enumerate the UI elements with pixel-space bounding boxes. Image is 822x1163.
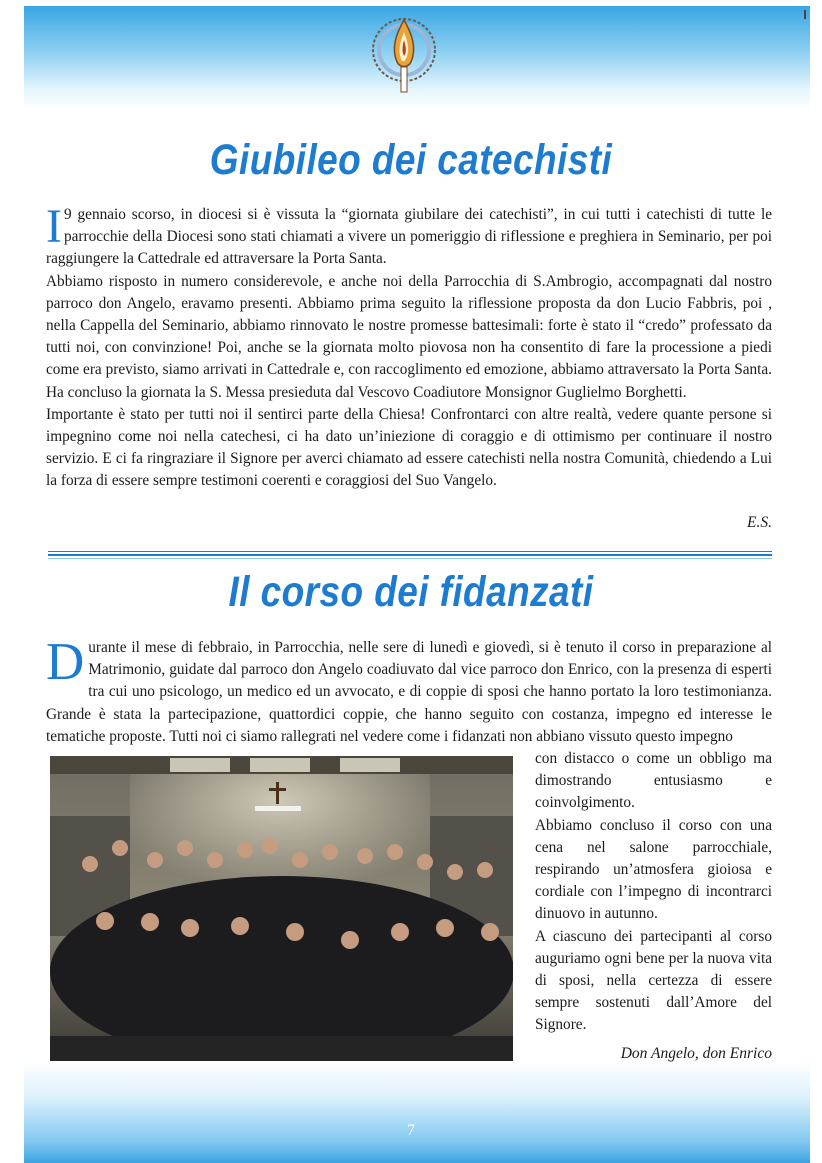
article1-paragraph-3: Importante è stato per tutti noi il sentirci parte della Chiesa! Confrontarci con altre realtà, vedere quante persone si impegnino come noi nella catechesi, ci ha dato un’iniezione di coraggio e di ottimismo per continuare il nostro servizio. E ci fa ringraziare il Signore per averci chiamato ad essere catechisti nella nostra Comunità, chiedendo a Lui la forza di essere sempre testimoni coerenti e coraggiosi del Suo Vangelo. xyxy=(46,405,772,490)
article2-body-side xyxy=(535,748,772,1037)
divider-line xyxy=(48,551,772,552)
page-edge-mark xyxy=(804,10,806,19)
page-number: 7 xyxy=(407,1122,415,1139)
article1-dropcap: I xyxy=(46,200,62,253)
divider-line xyxy=(48,558,772,559)
divider-line xyxy=(48,554,772,556)
article2-paragraph-2: Abbiamo concluso il corso con una cena nel salone parrocchiale, respirando un’atmosfera gioiosa e cordiale con l’impegno di incontrarci dinuovo in autunno. xyxy=(535,816,772,923)
article1-paragraph-2: Abbiamo risposto in numero considerevole, e anche noi della Parrocchia di S.Ambrogio, accompagnati dal nostro parroco don Angelo, eravamo presenti. Abbiamo prima seguito la riflessione proposta da don Lucio Fabbris, poi , nella Cappella del Seminario, abbiamo rinnovato le nostre promesse battesimali: forte è stato il “credo” professato da tutti noi, con convinzione! Poi, anche se la giornata molto piovosa non ha consentito di fare la processione a piedi come era previsto, siamo arrivati in Cattedrale e, con raccoglimento ed emozione, abbiamo attraversato la Porta Santa. Ha concluso la giornata la S. Messa presieduta dal Vescovo Coadiutore Monsignor Guglielmo Borghetti. xyxy=(46,272,772,401)
article1-body xyxy=(46,200,772,493)
group-photo-image xyxy=(50,756,513,1061)
article2-paragraph-3: A ciascuno dei partecipanti al corso auguriamo ogni bene per la nuova vita di sposi, nella certezza di essere sempre sostenuti dall’Amore del Signore. xyxy=(535,927,772,1034)
footer-band xyxy=(24,1062,810,1163)
article1-signature: E.S. xyxy=(747,514,772,531)
jubilee-candle-logo-icon xyxy=(367,10,441,96)
article2-signature-line-1: Don Angelo, don Enrico xyxy=(620,1045,772,1062)
article2-paragraph-1-continued: con distacco o come un obbligo ma dimostrando entusiasmo e coinvolgimento. xyxy=(535,750,772,812)
article2-body-top xyxy=(46,633,772,748)
article1-title: Giubileo dei catechisti xyxy=(209,136,613,184)
article2-title: Il corso dei fidanzati xyxy=(228,568,594,616)
article1-paragraph-1-text: 9 gennaio scorso, in diocesi si è vissuta la “giornata giubilare dei catechisti”, in cui tutti i catechisti di tutte le parrocchie della Diocesi sono stati chiamati a vivere un pomeriggio di riflessione e preghiera in Seminario, per poi raggiungere la Cattedrale ed attraversare la Porta Santa. xyxy=(46,206,772,268)
article1-paragraph-1 xyxy=(46,200,772,271)
article2-paragraph-1-text: urante il mese di febbraio, in Parrocchia, nelle sere di lunedì e giovedì, si è tenuto il corso in preparazione al Matrimonio, guidate dal parroco don Angelo coadiuvato dal vice parroco don Enrico, con la presenza di esperti tra cui uno psicologo, un medico ed un avvocato, e di coppie di sposi che hanno portato la loro testimonianza. Grande è stata la partecipazione, quattordici coppie, che hanno seguito con costanza, impegno ed interesse le tematiche proposte. Tutti noi ci siamo rallegrati nel vedere come i fidanzati non abbiano vissuto questo impegno xyxy=(46,639,772,745)
group-photo xyxy=(50,756,513,1061)
article2-paragraph-1 xyxy=(46,633,772,748)
article2-dropcap: D xyxy=(46,633,85,691)
